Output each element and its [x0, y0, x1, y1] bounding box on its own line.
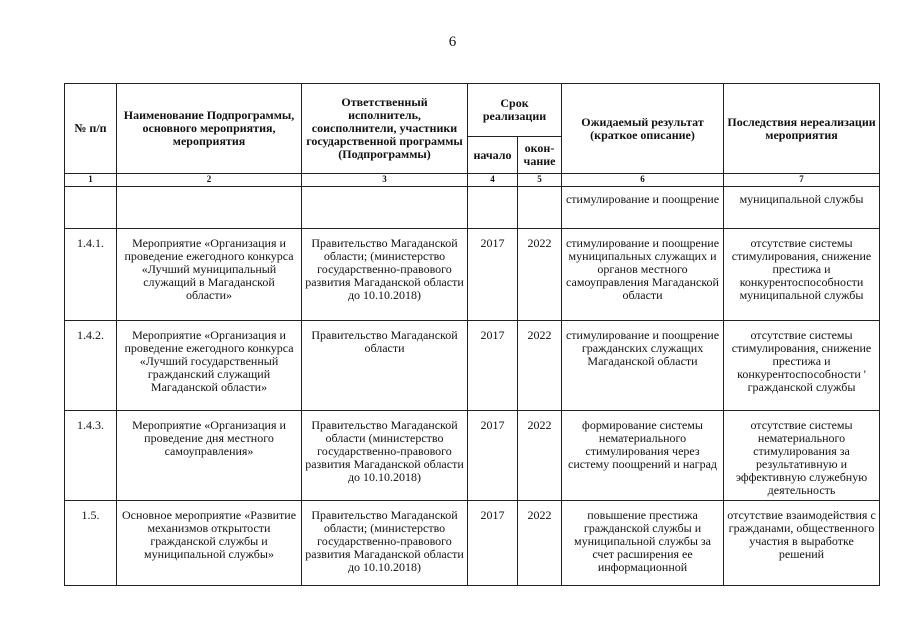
row-start [468, 187, 518, 229]
row-start: 2017 [468, 321, 518, 411]
row-result: повышение престижа гражданской службы и муниципальной службы за счет расширения ее информационной [562, 501, 724, 586]
row-result: стимулирование и поощрение [562, 187, 724, 229]
row-start: 2017 [468, 411, 518, 501]
row-end: 2022 [518, 411, 562, 501]
row-consequences: отсутствие системы стимулирования, снижение престижа и конкурентоспособности ' гражданской службы [724, 321, 880, 411]
row-result: формирование системы нематериального стимулирования через систему поощрений и наград [562, 411, 724, 501]
row-num: 1.4.2. [65, 321, 117, 411]
page-number: 6 [448, 34, 457, 50]
row-consequences: отсутствие взаимодействия с гражданами, общественного участия в выработке решений [724, 501, 880, 586]
row-executor: Правительство Магаданской области (министерство государственно-правового развития Магаданской области до 10.10.2018) [302, 411, 468, 501]
row-name: Мероприятие «Организация и проведение ежегодного конкурса «Лучший государственный гражданский служащий Магаданской области» [117, 321, 302, 411]
row-start: 2017 [468, 229, 518, 321]
row-name: Мероприятие «Организация и проведение дня местного самоуправления» [117, 411, 302, 501]
measures-table [64, 83, 880, 586]
row-executor: Правительство Магаданской области; (министерство государственно-правового развития Магаданской области до 10.10.2018) [302, 501, 468, 586]
row-end: 2022 [518, 229, 562, 321]
header-name: Наименование Подпрограммы, основного мероприятия, мероприятия [117, 84, 302, 174]
row-start: 2017 [468, 501, 518, 586]
row-end: 2022 [518, 321, 562, 411]
row-end: 2022 [518, 501, 562, 586]
header-num: № п/п [65, 84, 117, 174]
row-consequences: муниципальной службы [724, 187, 880, 229]
row-name: Мероприятие «Организация и проведение ежегодного конкурса «Лучший муниципальный служащий в Магаданской области» [117, 229, 302, 321]
column-number: 5 [518, 174, 562, 187]
header-result: Ожидаемый результат (краткое описание) [562, 84, 724, 174]
row-num [65, 187, 117, 229]
row-executor: Правительство Магаданской области; (министерство государственно-правового развития Магаданской области до 10.10.2018) [302, 229, 468, 321]
header-period: Срок реализации [468, 84, 562, 137]
column-number: 3 [302, 174, 468, 187]
header-consequences: Последствия нереализации мероприятия [724, 84, 880, 174]
header-executor: Ответственный исполнитель, соисполнители, участники государственной программы (Подпрограммы) [302, 84, 468, 174]
table-row [65, 187, 880, 229]
row-name [117, 187, 302, 229]
table-row [65, 321, 880, 411]
row-executor [302, 187, 468, 229]
row-name: Основное мероприятие «Развитие механизмов открытости гражданской службы и муниципальной службы» [117, 501, 302, 586]
column-number: 2 [117, 174, 302, 187]
row-consequences: отсутствие системы нематериального стимулирования за результативную и эффективную служебную деятельность [724, 411, 880, 501]
column-number: 7 [724, 174, 880, 187]
column-number: 6 [562, 174, 724, 187]
row-result: стимулирование и поощрение муниципальных служащих и органов местного самоуправления Магаданской области [562, 229, 724, 321]
table-row [65, 501, 880, 586]
row-end [518, 187, 562, 229]
header-start: начало [468, 137, 518, 174]
row-result: стимулирование и поощрение гражданских служащих Магаданской области [562, 321, 724, 411]
row-executor: Правительство Магаданской области [302, 321, 468, 411]
column-number: 4 [468, 174, 518, 187]
row-num: 1.4.3. [65, 411, 117, 501]
row-num: 1.4.1. [65, 229, 117, 321]
row-consequences: отсутствие системы стимулирования, снижение престижа и конкурентоспособности муниципальной службы [724, 229, 880, 321]
row-num: 1.5. [65, 501, 117, 586]
table-row [65, 411, 880, 501]
header-end: окон-чание [518, 137, 562, 174]
table-row [65, 229, 880, 321]
column-number: 1 [65, 174, 117, 187]
